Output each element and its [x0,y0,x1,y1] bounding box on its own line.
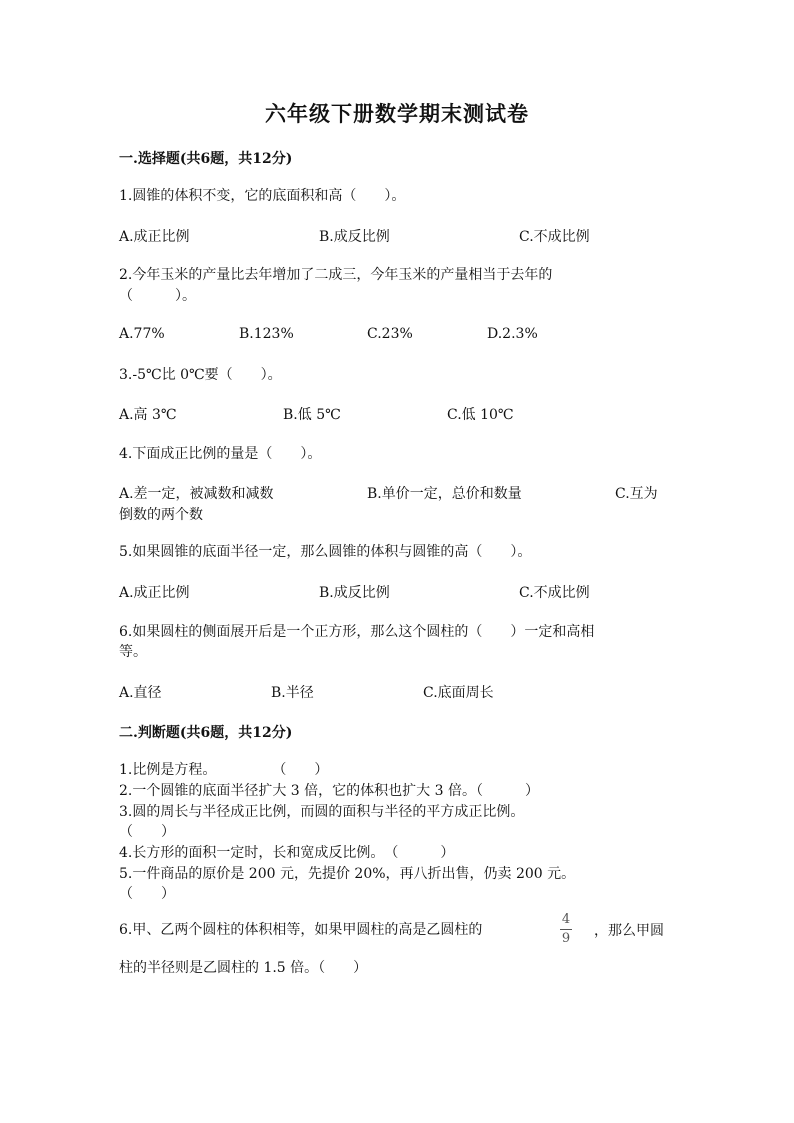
question-4-option-c: C.互为 [615,486,658,502]
question-6-stem-cont: 等。 [119,644,147,660]
fraction-denominator: 9 [561,931,571,946]
judgment-6-cont: 柱的半径则是乙圆柱的 1.5 倍。（ ） [119,960,368,976]
judgment-3-cont: （ ） [119,824,175,840]
question-1-option-b: B.成反比例 [319,229,390,245]
question-3-stem: 3.-5℃比 0℃要（ ）。 [119,367,282,383]
question-2-stem-cont: （ ）。 [119,288,196,304]
judgment-5: 5.一件商品的原价是 200 元，先提价 20%，再八折出售，仍卖 200 元。 [119,866,576,882]
question-3-option-c: C.低 10℃ [447,407,514,423]
judgment-6-after-fraction: ，那么甲圆 [594,923,664,939]
question-6-option-a: A.直径 [119,685,162,701]
judgment-3: 3.圆的周长与半径成正比例，而圆的面积与半径的平方成正比例。 [119,804,525,820]
question-5-option-a: A.成正比例 [119,585,190,601]
fraction-four-ninths [558,912,574,947]
section-heading-choice: 一.选择题(共6题，共12分) [119,151,293,167]
judgment-5-cont: （ ） [119,886,175,902]
question-6-option-c: C.底面周长 [423,685,494,701]
judgment-1: 1.比例是方程。 （ ） [119,762,329,778]
question-6-option-b: B.半径 [271,685,314,701]
judgment-4: 4.长方形的面积一定时，长和宽成反比例。 （ ） [119,845,455,861]
fraction-bar [560,929,572,930]
section-heading-judgment: 二.判断题(共6题，共12分) [119,725,293,741]
question-5-option-b: B.成反比例 [319,585,390,601]
question-2-option-b: B.123% [239,326,294,342]
fraction-numerator: 4 [561,912,571,927]
question-5-option-c: C.不成比例 [519,585,590,601]
question-5-stem: 5.如果圆锥的底面半径一定，那么圆锥的体积与圆锥的高（ ）。 [119,544,532,560]
question-2-option-c: C.23% [367,326,413,342]
question-3-option-b: B.低 5℃ [283,407,341,423]
question-1-option-c: C.不成比例 [519,229,590,245]
question-1-option-a: A.成正比例 [119,229,190,245]
question-4-option-c-cont: 倒数的两个数 [119,507,203,523]
question-2-stem: 2.今年玉米的产量比去年增加了二成三，今年玉米的产量相当于去年的 [119,267,553,283]
question-4-option-a: A.差一定，被减数和减数 [119,486,274,502]
question-3-option-a: A.高 3℃ [119,407,177,423]
question-2-option-a: A.77% [119,326,165,342]
question-2-option-d: D.2.3% [487,326,538,342]
question-4-option-b: B.单价一定，总价和数量 [367,486,522,502]
judgment-2: 2.一个圆锥的底面半径扩大 3 倍，它的体积也扩大 3 倍。（ ） [119,783,539,799]
question-1-stem: 1.圆锥的体积不变，它的底面积和高（ ）。 [119,188,406,204]
question-6-stem: 6.如果圆柱的侧面展开后是一个正方形，那么这个圆柱的（ ）一定和高相 [119,624,595,640]
page-title: 六年级下册数学期末测试卷 [265,101,529,126]
question-4-stem: 4.下面成正比例的量是（ ）。 [119,446,322,462]
judgment-6: 6.甲、乙两个圆柱的体积相等，如果甲圆柱的高是乙圆柱的 [119,922,483,938]
